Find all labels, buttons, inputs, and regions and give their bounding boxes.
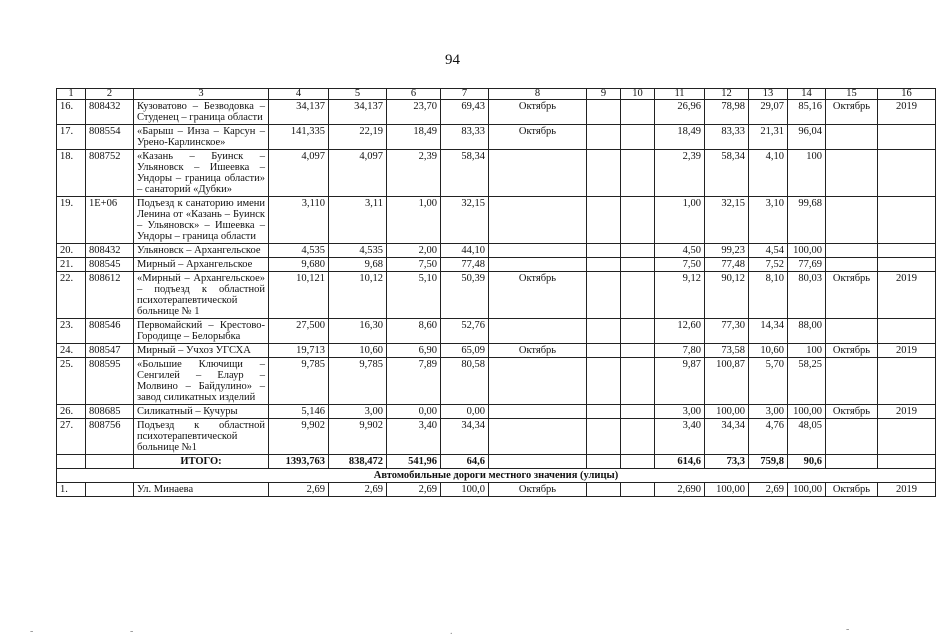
cell-c6: 1,00 bbox=[387, 197, 441, 244]
cell-c11: 26,96 bbox=[655, 100, 705, 125]
cell-c14: 100,00 bbox=[788, 405, 826, 419]
table-row bbox=[57, 319, 936, 344]
cell-code: 808432 bbox=[86, 100, 134, 125]
cell-c14: 58,25 bbox=[788, 358, 826, 405]
cell-c9 bbox=[587, 197, 621, 244]
cell-n: 16. bbox=[57, 100, 86, 125]
cell-c12: 99,23 bbox=[705, 244, 749, 258]
column-number-14: 14 bbox=[788, 89, 826, 100]
cell-c12: 73,58 bbox=[705, 344, 749, 358]
cell-c10 bbox=[621, 319, 655, 344]
cell-c13: 14,34 bbox=[749, 319, 788, 344]
road-data-table bbox=[56, 88, 936, 497]
cell-code: 808756 bbox=[86, 419, 134, 455]
cell-c12: 100,87 bbox=[705, 358, 749, 405]
cell-n: 17. bbox=[57, 125, 86, 150]
cell-c5: 9,902 bbox=[329, 419, 387, 455]
cell-c16 bbox=[878, 258, 936, 272]
cell-c10 bbox=[621, 344, 655, 358]
column-number-4: 4 bbox=[269, 89, 329, 100]
cell-c6: 7,50 bbox=[387, 258, 441, 272]
cell-empty bbox=[621, 455, 655, 469]
cell-c5: 10,12 bbox=[329, 272, 387, 319]
cell-code: 808547 bbox=[86, 344, 134, 358]
cell-c9 bbox=[587, 419, 621, 455]
cell-c4: 27,500 bbox=[269, 319, 329, 344]
cell-c5: 4,535 bbox=[329, 244, 387, 258]
cell-c7: 44,10 bbox=[441, 244, 489, 258]
cell-c10 bbox=[621, 244, 655, 258]
cell-name: «Большие Ключищи – Сенгилей – Елаур – Молвино – Байдулино» – завод силикатных изделий bbox=[134, 358, 269, 405]
cell-c8 bbox=[489, 150, 587, 197]
table-row bbox=[57, 358, 936, 405]
cell-c9 bbox=[587, 125, 621, 150]
table-row bbox=[57, 258, 936, 272]
cell-c11: 7,80 bbox=[655, 344, 705, 358]
scan-mark: - bbox=[846, 624, 850, 635]
cell-c8 bbox=[489, 197, 587, 244]
cell-c14: 99,68 bbox=[788, 197, 826, 244]
cell-n: 21. bbox=[57, 258, 86, 272]
column-number-5: 5 bbox=[329, 89, 387, 100]
table-row bbox=[57, 100, 936, 125]
cell-c9 bbox=[587, 483, 621, 497]
cell-c12: 34,34 bbox=[705, 419, 749, 455]
cell-c12: 100,00 bbox=[705, 405, 749, 419]
cell-name: «Мирный – Архангельское» – подъезд к областной психотерапевтической больнице № 1 bbox=[134, 272, 269, 319]
total-c5: 838,472 bbox=[329, 455, 387, 469]
cell-c4: 10,121 bbox=[269, 272, 329, 319]
cell-name: «Казань – Буинск – Ульяновск – Ишеевка – Ундоры – граница области» – санаторий «Дубки» bbox=[134, 150, 269, 197]
cell-c6: 0,00 bbox=[387, 405, 441, 419]
column-number-16: 16 bbox=[878, 89, 936, 100]
cell-c13: 29,07 bbox=[749, 100, 788, 125]
cell-c4: 9,902 bbox=[269, 419, 329, 455]
cell-c5: 3,11 bbox=[329, 197, 387, 244]
cell-c15 bbox=[826, 197, 878, 244]
cell-c8 bbox=[489, 405, 587, 419]
cell-empty bbox=[86, 455, 134, 469]
cell-c13: 10,60 bbox=[749, 344, 788, 358]
cell-c14: 96,04 bbox=[788, 125, 826, 150]
cell-c13: 3,10 bbox=[749, 197, 788, 244]
cell-c10 bbox=[621, 405, 655, 419]
cell-c13: 21,31 bbox=[749, 125, 788, 150]
cell-c14: 85,16 bbox=[788, 100, 826, 125]
cell-name: Кузоватово – Безводовка – Студенец – граница области bbox=[134, 100, 269, 125]
cell-c13: 5,70 bbox=[749, 358, 788, 405]
cell-n: 18. bbox=[57, 150, 86, 197]
cell-c9 bbox=[587, 244, 621, 258]
cell-c16 bbox=[878, 319, 936, 344]
cell-c16: 2019 bbox=[878, 100, 936, 125]
cell-c4: 141,335 bbox=[269, 125, 329, 150]
cell-c16: 2019 bbox=[878, 272, 936, 319]
cell-c16 bbox=[878, 419, 936, 455]
cell-c7: 83,33 bbox=[441, 125, 489, 150]
cell-c12: 83,33 bbox=[705, 125, 749, 150]
cell-c8 bbox=[489, 358, 587, 405]
cell-c9 bbox=[587, 405, 621, 419]
cell-c6: 3,40 bbox=[387, 419, 441, 455]
cell-c11: 9,12 bbox=[655, 272, 705, 319]
cell-c10 bbox=[621, 100, 655, 125]
cell-c16 bbox=[878, 244, 936, 258]
cell-c15: Октябрь bbox=[826, 272, 878, 319]
column-number-3: 3 bbox=[134, 89, 269, 100]
cell-n: 26. bbox=[57, 405, 86, 419]
cell-c9 bbox=[587, 358, 621, 405]
cell-code: 808554 bbox=[86, 125, 134, 150]
cell-c7: 77,48 bbox=[441, 258, 489, 272]
cell-code: 808752 bbox=[86, 150, 134, 197]
cell-c10 bbox=[621, 419, 655, 455]
cell-c4: 9,680 bbox=[269, 258, 329, 272]
column-number-11: 11 bbox=[655, 89, 705, 100]
cell-c15 bbox=[826, 125, 878, 150]
cell-c12: 77,48 bbox=[705, 258, 749, 272]
cell-c14: 100 bbox=[788, 150, 826, 197]
cell-c14: 77,69 bbox=[788, 258, 826, 272]
cell-empty bbox=[57, 455, 86, 469]
cell-c9 bbox=[587, 272, 621, 319]
cell-c8 bbox=[489, 244, 587, 258]
cell-n: 25. bbox=[57, 358, 86, 405]
cell-c6: 23,70 bbox=[387, 100, 441, 125]
cell-c16 bbox=[878, 125, 936, 150]
cell-c8: Октябрь bbox=[489, 272, 587, 319]
cell-c12: 78,98 bbox=[705, 100, 749, 125]
table-header-row bbox=[57, 89, 936, 100]
cell-c7: 52,76 bbox=[441, 319, 489, 344]
cell-c11: 12,60 bbox=[655, 319, 705, 344]
cell-c14: 100,00 bbox=[788, 244, 826, 258]
cell-c12: 90,12 bbox=[705, 272, 749, 319]
cell-c9 bbox=[587, 258, 621, 272]
table-row bbox=[57, 197, 936, 244]
table-row bbox=[57, 272, 936, 319]
cell-c15: Октябрь bbox=[826, 405, 878, 419]
cell-c6: 8,60 bbox=[387, 319, 441, 344]
cell-c7: 32,15 bbox=[441, 197, 489, 244]
cell-c13: 4,10 bbox=[749, 150, 788, 197]
cell-name: Мирный – Архангельское bbox=[134, 258, 269, 272]
cell-empty bbox=[878, 455, 936, 469]
cell-c9 bbox=[587, 100, 621, 125]
cell-code: 808545 bbox=[86, 258, 134, 272]
cell-c11: 4,50 bbox=[655, 244, 705, 258]
cell-name: Подъезд к санаторию имени Ленина от «Казань – Буинск – Ульяновск» – Ишеевка – Ундоры – граница области bbox=[134, 197, 269, 244]
total-c12: 73,3 bbox=[705, 455, 749, 469]
cell-c15 bbox=[826, 419, 878, 455]
cell-name: Подъезд к областной психотерапевтической больнице №1 bbox=[134, 419, 269, 455]
cell-c4: 5,146 bbox=[269, 405, 329, 419]
table-row bbox=[57, 125, 936, 150]
cell-c14: 100,00 bbox=[788, 483, 826, 497]
cell-c8: Октябрь bbox=[489, 344, 587, 358]
scan-mark: - bbox=[130, 626, 134, 637]
cell-c16 bbox=[878, 358, 936, 405]
cell-c11: 2,39 bbox=[655, 150, 705, 197]
section-title: Автомобильные дороги местного значения (улицы) bbox=[57, 469, 936, 483]
cell-c6: 18,49 bbox=[387, 125, 441, 150]
column-number-12: 12 bbox=[705, 89, 749, 100]
cell-c5: 9,68 bbox=[329, 258, 387, 272]
cell-c10 bbox=[621, 197, 655, 244]
cell-c8 bbox=[489, 319, 587, 344]
cell-c16: 2019 bbox=[878, 405, 936, 419]
cell-c5: 34,137 bbox=[329, 100, 387, 125]
cell-c6: 2,69 bbox=[387, 483, 441, 497]
cell-name: Ул. Минаева bbox=[134, 483, 269, 497]
cell-c4: 4,535 bbox=[269, 244, 329, 258]
table-row bbox=[57, 344, 936, 358]
cell-code: 1E+06 bbox=[86, 197, 134, 244]
cell-c7: 34,34 bbox=[441, 419, 489, 455]
cell-name: «Барыш – Инза – Карсун – Урено-Карлинское» bbox=[134, 125, 269, 150]
cell-c12: 32,15 bbox=[705, 197, 749, 244]
cell-c9 bbox=[587, 319, 621, 344]
cell-c15 bbox=[826, 358, 878, 405]
cell-c10 bbox=[621, 358, 655, 405]
page-number: 94 bbox=[445, 52, 460, 68]
cell-c4: 19,713 bbox=[269, 344, 329, 358]
cell-c6: 7,89 bbox=[387, 358, 441, 405]
cell-c4: 4,097 bbox=[269, 150, 329, 197]
total-c14: 90,6 bbox=[788, 455, 826, 469]
cell-c7: 50,39 bbox=[441, 272, 489, 319]
cell-c13: 4,76 bbox=[749, 419, 788, 455]
column-number-2: 2 bbox=[86, 89, 134, 100]
cell-c5: 22,19 bbox=[329, 125, 387, 150]
cell-c16 bbox=[878, 150, 936, 197]
total-row bbox=[57, 455, 936, 469]
column-number-9: 9 bbox=[587, 89, 621, 100]
cell-n: 24. bbox=[57, 344, 86, 358]
cell-c6: 2,39 bbox=[387, 150, 441, 197]
section-row bbox=[57, 469, 936, 483]
cell-c9 bbox=[587, 344, 621, 358]
cell-c14: 80,03 bbox=[788, 272, 826, 319]
cell-c7: 100,0 bbox=[441, 483, 489, 497]
cell-n: 23. bbox=[57, 319, 86, 344]
cell-c5: 4,097 bbox=[329, 150, 387, 197]
cell-c15 bbox=[826, 244, 878, 258]
cell-c10 bbox=[621, 125, 655, 150]
cell-c4: 2,69 bbox=[269, 483, 329, 497]
cell-name: Ульяновск – Архангельское bbox=[134, 244, 269, 258]
total-c4: 1393,763 bbox=[269, 455, 329, 469]
cell-c5: 3,00 bbox=[329, 405, 387, 419]
cell-name: Мирный – Учхоз УГСХА bbox=[134, 344, 269, 358]
cell-c6: 5,10 bbox=[387, 272, 441, 319]
table-row bbox=[57, 150, 936, 197]
column-number-8: 8 bbox=[489, 89, 587, 100]
table-row bbox=[57, 419, 936, 455]
cell-c7: 69,43 bbox=[441, 100, 489, 125]
cell-c9 bbox=[587, 150, 621, 197]
column-number-1: 1 bbox=[57, 89, 86, 100]
cell-c12: 58,34 bbox=[705, 150, 749, 197]
cell-c10 bbox=[621, 258, 655, 272]
cell-n: 1. bbox=[57, 483, 86, 497]
cell-c11: 2,690 bbox=[655, 483, 705, 497]
cell-c13: 7,52 bbox=[749, 258, 788, 272]
cell-code: 808612 bbox=[86, 272, 134, 319]
table-row bbox=[57, 483, 936, 497]
cell-empty bbox=[826, 455, 878, 469]
total-label: ИТОГО: bbox=[134, 455, 269, 469]
column-number-15: 15 bbox=[826, 89, 878, 100]
cell-c4: 3,110 bbox=[269, 197, 329, 244]
column-number-10: 10 bbox=[621, 89, 655, 100]
cell-c4: 9,785 bbox=[269, 358, 329, 405]
cell-c5: 2,69 bbox=[329, 483, 387, 497]
cell-code: 808685 bbox=[86, 405, 134, 419]
cell-c14: 48,05 bbox=[788, 419, 826, 455]
table-row bbox=[57, 244, 936, 258]
cell-c11: 3,40 bbox=[655, 419, 705, 455]
total-c11: 614,6 bbox=[655, 455, 705, 469]
scan-mark: - bbox=[30, 626, 34, 637]
cell-code: 808546 bbox=[86, 319, 134, 344]
cell-c7: 80,58 bbox=[441, 358, 489, 405]
column-number-6: 6 bbox=[387, 89, 441, 100]
cell-c10 bbox=[621, 272, 655, 319]
cell-c16: 2019 bbox=[878, 344, 936, 358]
cell-c14: 100 bbox=[788, 344, 826, 358]
cell-c7: 58,34 bbox=[441, 150, 489, 197]
cell-c13: 8,10 bbox=[749, 272, 788, 319]
cell-c13: 2,69 bbox=[749, 483, 788, 497]
cell-c8: Октябрь bbox=[489, 483, 587, 497]
cell-c14: 88,00 bbox=[788, 319, 826, 344]
cell-code: 808432 bbox=[86, 244, 134, 258]
cell-n: 19. bbox=[57, 197, 86, 244]
cell-c7: 65,09 bbox=[441, 344, 489, 358]
table-row bbox=[57, 405, 936, 419]
cell-c8 bbox=[489, 258, 587, 272]
cell-c10 bbox=[621, 483, 655, 497]
cell-n: 22. bbox=[57, 272, 86, 319]
cell-c4: 34,137 bbox=[269, 100, 329, 125]
cell-c5: 9,785 bbox=[329, 358, 387, 405]
cell-c16 bbox=[878, 197, 936, 244]
cell-c13: 3,00 bbox=[749, 405, 788, 419]
cell-c10 bbox=[621, 150, 655, 197]
cell-n: 27. bbox=[57, 419, 86, 455]
cell-c11: 9,87 bbox=[655, 358, 705, 405]
cell-c15: Октябрь bbox=[826, 100, 878, 125]
cell-empty bbox=[587, 455, 621, 469]
total-c6: 541,96 bbox=[387, 455, 441, 469]
cell-c15: Октябрь bbox=[826, 483, 878, 497]
total-c13: 759,8 bbox=[749, 455, 788, 469]
cell-c7: 0,00 bbox=[441, 405, 489, 419]
cell-c11: 18,49 bbox=[655, 125, 705, 150]
cell-c5: 10,60 bbox=[329, 344, 387, 358]
cell-c8 bbox=[489, 419, 587, 455]
cell-c13: 4,54 bbox=[749, 244, 788, 258]
cell-c12: 100,00 bbox=[705, 483, 749, 497]
total-c7: 64,6 bbox=[441, 455, 489, 469]
cell-name: Силикатный – Кучуры bbox=[134, 405, 269, 419]
cell-c11: 1,00 bbox=[655, 197, 705, 244]
cell-c6: 2,00 bbox=[387, 244, 441, 258]
cell-c15 bbox=[826, 258, 878, 272]
cell-name: Первомайский – Крестово-Городище – Белорыбка bbox=[134, 319, 269, 344]
cell-c15: Октябрь bbox=[826, 344, 878, 358]
scan-mark: . bbox=[450, 626, 453, 637]
column-number-13: 13 bbox=[749, 89, 788, 100]
cell-c8: Октябрь bbox=[489, 100, 587, 125]
cell-c12: 77,30 bbox=[705, 319, 749, 344]
cell-empty bbox=[489, 455, 587, 469]
cell-c8: Октябрь bbox=[489, 125, 587, 150]
cell-c15 bbox=[826, 150, 878, 197]
cell-c15 bbox=[826, 319, 878, 344]
cell-n: 20. bbox=[57, 244, 86, 258]
cell-c5: 16,30 bbox=[329, 319, 387, 344]
cell-c6: 6,90 bbox=[387, 344, 441, 358]
cell-code bbox=[86, 483, 134, 497]
cell-c11: 7,50 bbox=[655, 258, 705, 272]
cell-code: 808595 bbox=[86, 358, 134, 405]
column-number-7: 7 bbox=[441, 89, 489, 100]
cell-c16: 2019 bbox=[878, 483, 936, 497]
cell-c11: 3,00 bbox=[655, 405, 705, 419]
